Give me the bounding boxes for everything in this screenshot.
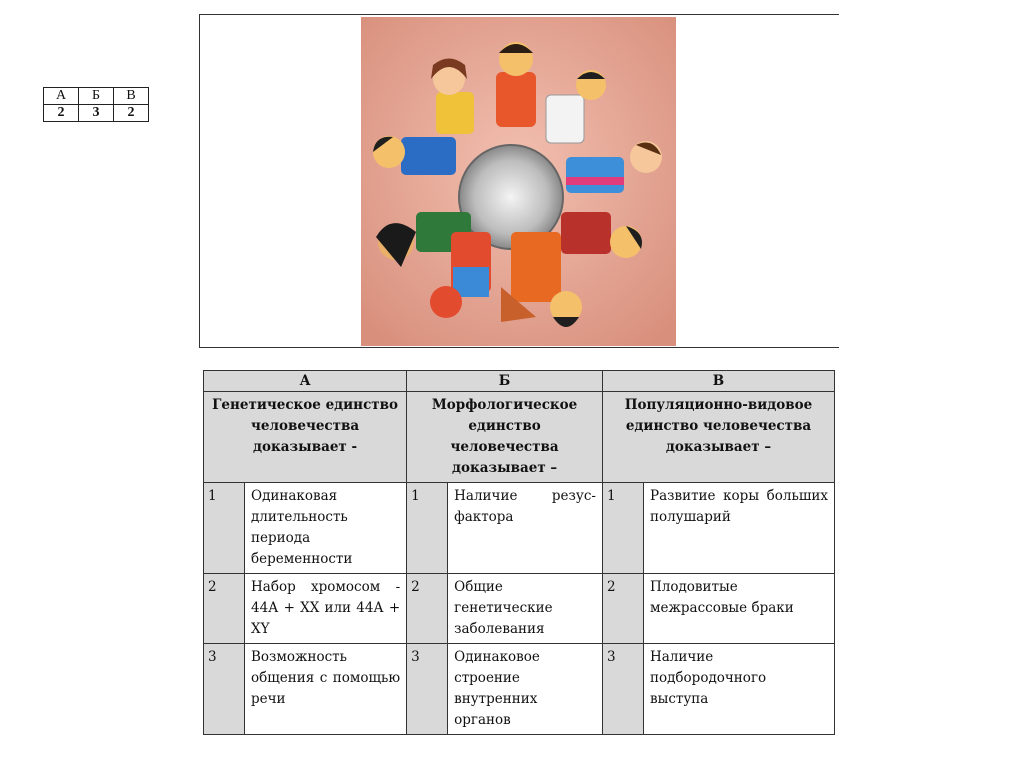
row-number: 1 <box>204 483 245 574</box>
answer-value-row <box>44 105 149 122</box>
answer-table <box>43 87 149 122</box>
column-title-v: Популяционно-видовое единство человечества доказывает – <box>602 392 834 483</box>
row-number: 1 <box>407 483 448 574</box>
table-row <box>204 483 835 574</box>
option-text: Наличие резус-фактора <box>448 483 603 574</box>
answer-header-a: А <box>44 88 79 105</box>
column-title-b: Морфологическое единство человечества доказывает – <box>407 392 603 483</box>
children-circle-illustration <box>361 17 676 346</box>
row-number: 3 <box>407 644 448 735</box>
table-row <box>204 574 835 644</box>
row-number: 2 <box>602 574 643 644</box>
option-text: Развитие коры больших полушарий <box>643 483 834 574</box>
answer-header-v: В <box>114 88 149 105</box>
row-number: 1 <box>602 483 643 574</box>
answer-header-b: Б <box>79 88 114 105</box>
column-letters-row <box>204 371 835 392</box>
option-text: Одинаковая длительность периода беременности <box>245 483 407 574</box>
option-text: Плодовитые межрассовые браки <box>643 574 834 644</box>
row-number: 2 <box>204 574 245 644</box>
row-number: 3 <box>204 644 245 735</box>
table-row <box>204 644 835 735</box>
option-text: Набор хромосом - 44А + ХХ или 44А + ХY <box>245 574 407 644</box>
unity-of-mankind-table <box>203 370 835 735</box>
column-letter-a: А <box>204 371 407 392</box>
column-letter-b: Б <box>407 371 603 392</box>
column-title-a: Генетическое единство человечества доказывает - <box>204 392 407 483</box>
row-number: 2 <box>407 574 448 644</box>
answer-header-row <box>44 88 149 105</box>
answer-value-v: 2 <box>114 105 149 122</box>
column-letter-v: В <box>602 371 834 392</box>
option-text: Одинаковое строение внутренних органов <box>448 644 603 735</box>
answer-value-b: 3 <box>79 105 114 122</box>
option-text: Возможность общения с помощью речи <box>245 644 407 735</box>
column-titles-row <box>204 392 835 483</box>
option-text: Общие генетические заболевания <box>448 574 603 644</box>
row-number: 3 <box>602 644 643 735</box>
answer-value-a: 2 <box>44 105 79 122</box>
option-text: Наличие подбородочного выступа <box>643 644 834 735</box>
